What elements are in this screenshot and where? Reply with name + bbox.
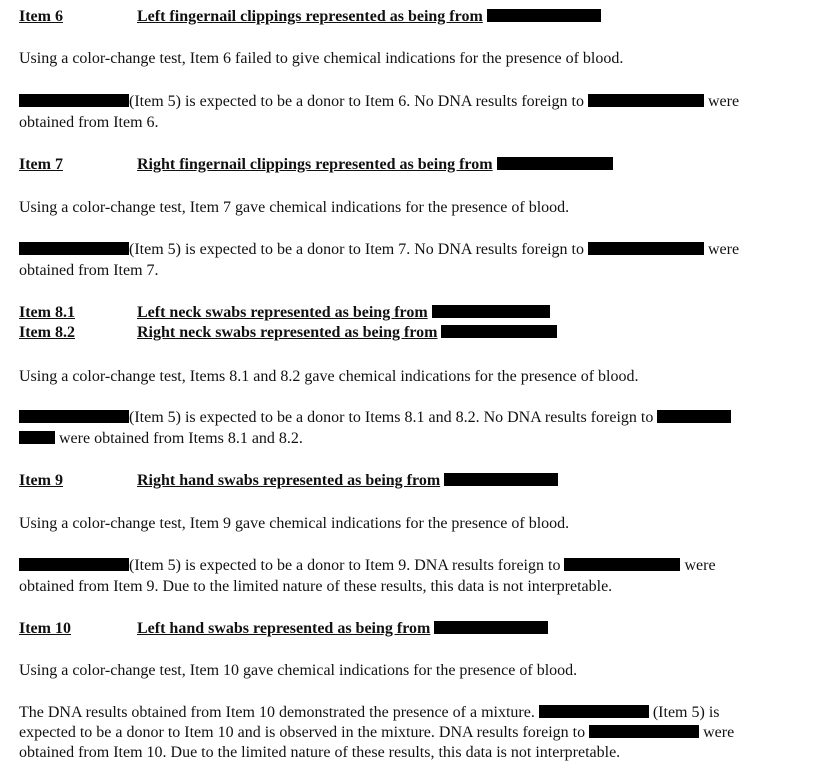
result-line [19,92,739,111]
test-paragraph: Using a color-change test, Item 6 failed to give chemical indications for the presence of blood. [19,50,624,67]
test-paragraph: Using a color-change test, Item 10 gave chemical indications for the presence of blood. [19,662,578,679]
redaction [539,705,649,718]
result-text: were [708,241,740,258]
item-heading [19,323,557,342]
redaction [19,242,129,255]
item-description: Left neck swabs represented as being from [137,304,428,321]
redaction [19,558,129,571]
result-line [19,723,734,742]
redaction [657,410,731,423]
redaction [434,621,548,634]
item-heading [19,7,601,26]
result-text: (Item 5) is expected to be a donor to Item 6. No DNA results foreign to [129,93,584,110]
redaction [441,325,557,338]
item-description: Right neck swabs represented as being from [137,324,438,341]
test-paragraph: Using a color-change test, Item 9 gave chemical indications for the presence of blood. [19,515,570,532]
result-text: were obtained from Items 8.1 and 8.2. [59,430,303,447]
item-description: Right fingernail clippings represented as being from [137,156,493,173]
item-description: Right hand swabs represented as being from [137,472,441,489]
item-description: Left hand swabs represented as being from [137,620,431,637]
redaction [432,305,550,318]
result-text: (Item 5) is expected to be a donor to Item 7. No DNA results foreign to [129,241,584,258]
result-text: (Item 5) is expected to be a donor to Item 9. DNA results foreign to [129,557,561,574]
redaction [564,558,680,571]
test-paragraph: Using a color-change test, Item 7 gave chemical indications for the presence of blood. [19,199,570,216]
item-heading [19,619,548,638]
item-description: Left fingernail clippings represented as being from [137,8,483,25]
item-number: Item 9 [19,472,63,489]
result-line [19,408,731,427]
result-text: (Item 5) is expected to be a donor to Items 8.1 and 8.2. No DNA results foreign to [129,409,654,426]
redaction [19,410,129,423]
result-line: obtained from Item 9. Due to the limited nature of these results, this data is not interpretable. [19,578,613,595]
result-text: were [708,93,740,110]
redaction [588,242,704,255]
result-text: The DNA results obtained from Item 10 demonstrated the presence of a mixture. [19,704,535,721]
item-number: Item 7 [19,156,63,173]
result-line: obtained from Item 7. [19,262,159,279]
item-number: Item 8.2 [19,324,75,341]
redaction [444,473,558,486]
result-text: expected to be a donor to Item 10 and is observed in the mixture. DNA results foreign to [19,724,586,741]
redaction [487,9,601,22]
redaction [497,157,613,170]
result-text: (Item 5) is [652,704,720,721]
item-number: Item 10 [19,620,71,637]
result-line [19,556,716,575]
redaction [19,431,55,444]
result-text: were [703,724,735,741]
result-line: obtained from Item 6. [19,114,159,131]
redaction [589,725,699,738]
redaction [588,94,704,107]
item-heading [19,155,613,174]
item-number: Item 6 [19,8,63,25]
result-text: were [684,557,716,574]
item-number: Item 8.1 [19,304,75,321]
item-heading [19,303,550,322]
item-heading [19,471,558,490]
result-line [19,429,303,448]
result-line [19,703,720,722]
test-paragraph: Using a color-change test, Items 8.1 and 8.2 gave chemical indications for the presence of blood. [19,368,639,385]
result-line [19,240,739,259]
redaction [19,94,129,107]
result-line: obtained from Item 10. Due to the limited nature of these results, this data is not interpretable. [19,744,621,761]
